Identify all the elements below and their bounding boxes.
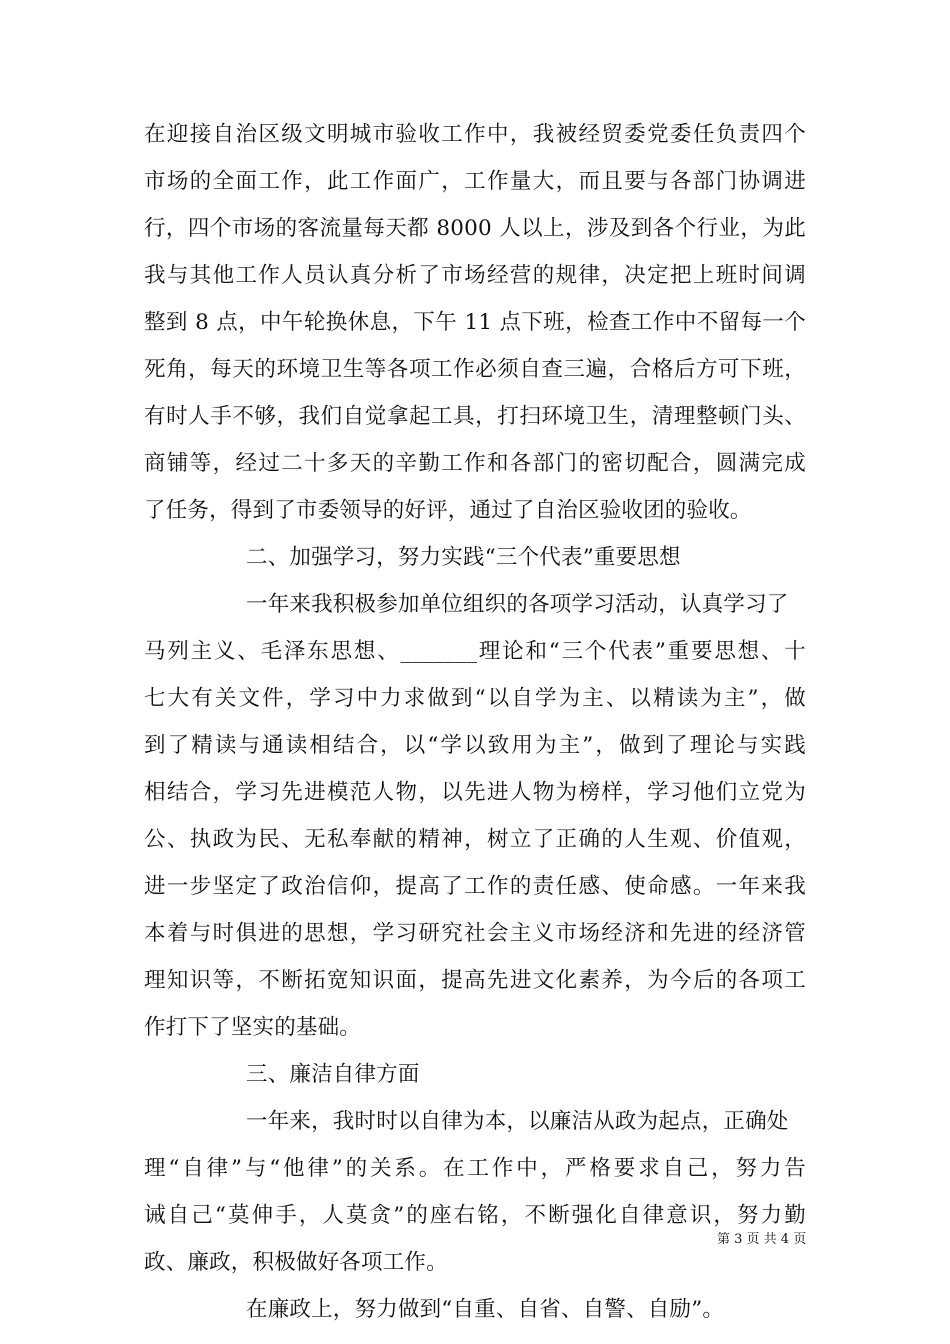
- paragraph-line: 进一步坚定了政治信仰，提高了工作的责任感、使命感。一年来我: [144, 874, 806, 899]
- paragraph-line: 理“自律”与“他律”的关系。在工作中，严格要求自己，努力告: [144, 1156, 806, 1181]
- paragraph-line: 有时人手不够，我们自觉拿起工具，打扫环境卫生，清理整顿门头、: [144, 404, 806, 429]
- page-number-footer: 第 3 页 共 4 页: [717, 1232, 807, 1247]
- paragraph-line: 马列主义、毛泽东思想、_______理论和“三个代表”重要思想、十: [144, 639, 806, 664]
- paragraph-line: 相结合，学习先进模范人物，以先进人物为榜样，学习他们立党为: [144, 780, 806, 805]
- paragraph-line: 一年来我积极参加单位组织的各项学习活动，认真学习了: [246, 592, 789, 617]
- paragraph-line: 市场的全面工作，此工作面广，工作量大，而且要与各部门协调进: [144, 169, 806, 194]
- paragraph-line: 政、廉政，积极做好各项工作。: [144, 1250, 448, 1275]
- section-heading: 三、廉洁自律方面: [246, 1062, 420, 1087]
- paragraph-line: 在廉政上，努力做到“自重、自省、自警、自励”。: [246, 1297, 725, 1322]
- paragraph-line: 行，四个市场的客流量每天都 8000 人以上，涉及到各个行业，为此: [144, 216, 806, 241]
- paragraph-line: 了任务，得到了市委领导的好评，通过了自治区验收团的验收。: [144, 498, 752, 523]
- paragraph-line: 到了精读与通读相结合，以“学以致用为主”，做到了理论与实践: [144, 733, 806, 758]
- paragraph-line: 理知识等，不断拓宽知识面，提高先进文化素养，为今后的各项工: [144, 968, 806, 993]
- paragraph-line: 死角，每天的环境卫生等各项工作必须自查三遍，合格后方可下班，: [144, 357, 806, 382]
- paragraph-line: 公、执政为民、无私奉献的精神，树立了正确的人生观、价值观，: [144, 827, 806, 852]
- section-heading: 二、加强学习，努力实践“三个代表”重要思想: [246, 545, 681, 570]
- paragraph-line: 我与其他工作人员认真分析了市场经营的规律，决定把上班时间调: [144, 263, 806, 288]
- paragraph-line: 七大有关文件，学习中力求做到“以自学为主、以精读为主”，做: [144, 686, 806, 711]
- paragraph-line: 一年来，我时时以自律为本，以廉洁从政为起点，正确处: [246, 1109, 789, 1134]
- paragraph-line: 诫自己“莫伸手，人莫贪”的座右铭，不断强化自律意识，努力勤: [144, 1203, 806, 1228]
- paragraph-line: 商铺等，经过二十多天的辛勤工作和各部门的密切配合，圆满完成: [144, 451, 806, 476]
- paragraph-line: 作打下了坚实的基础。: [144, 1015, 362, 1040]
- paragraph-line: 整到 8 点，中午轮换休息，下午 11 点下班，检查工作中不留每一个: [144, 310, 806, 335]
- paragraph-line: 在迎接自治区级文明城市验收工作中，我被经贸委党委任负责四个: [144, 122, 806, 147]
- paragraph-line: 本着与时俱进的思想，学习研究社会主义市场经济和先进的经济管: [144, 921, 806, 946]
